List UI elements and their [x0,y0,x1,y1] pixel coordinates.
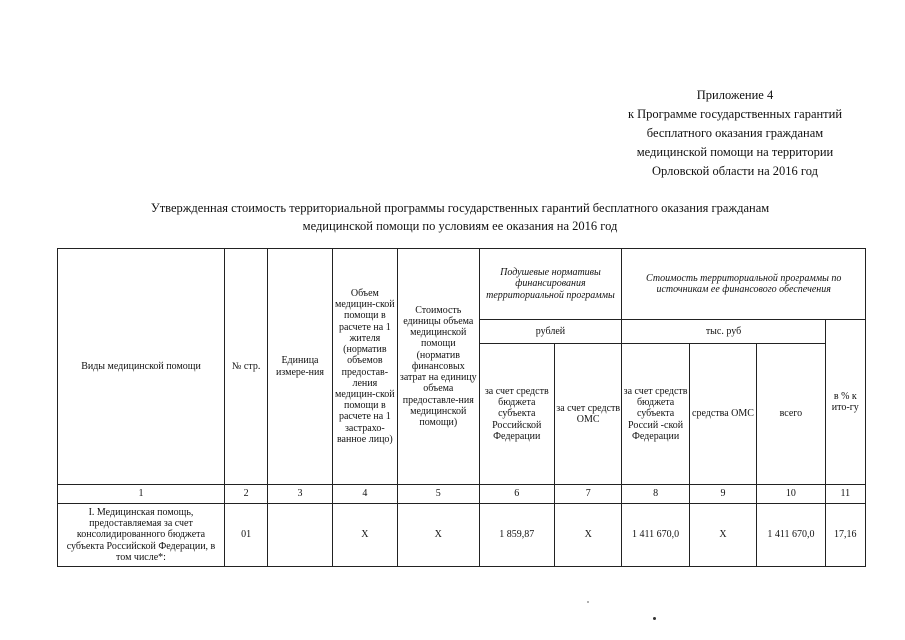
header-volume: Объем медицин-ской помощи в расчете на 1 жителя (норматив объемов предостав-ления медицин-ской помощи в расчете на 1 застрахо-ванное лицо) [332,249,397,485]
scan-speck [653,617,656,620]
header-budget-rub: за счет средств бюджета субъекта Российской Федерации [479,344,554,485]
header-program-cost: Стоимость территориальной программы по источникам ее финансового обеспечения [622,249,866,320]
appendix-line: к Программе государственных гарантий [627,107,843,121]
cost-table [57,248,866,567]
column-number: 11 [825,485,865,504]
row-unit-cost: Х [398,504,479,567]
header-rub: рублей [479,320,622,344]
title-line-1: Утвержденная стоимость территориальной программы государственных гарантий бесплатного оказания гражданам [150,201,770,215]
row-number: 01 [225,504,268,567]
title-line-2: медицинской помощи по условиям ее оказания на 2016 год [302,219,618,233]
appendix-line: бесплатного оказания гражданам [646,126,824,140]
column-number: 10 [757,485,825,504]
header-kind: Виды медицинской помощи [58,249,225,485]
header-oms-rub: за счет средств ОМС [554,344,621,485]
row-volume: Х [332,504,397,567]
header-budget-thousand: за счет средств бюджета субъекта Россий -ской Федерации [622,344,689,485]
header-unit-cost: Стоимость единицы объема медицинской помощи (норматив финансовых затрат на единицу объема предоставле-ния медицинской помощи) [398,249,479,485]
table-row [58,504,866,567]
header-per-capita: Подушевые нормативы финансирования территориальной программы [479,249,622,320]
header-unit: Единица измере-ния [268,249,332,485]
row-total: 1 411 670,0 [757,504,825,567]
header-row-no: № стр. [225,249,268,485]
column-number: 2 [225,485,268,504]
row-unit [268,504,332,567]
appendix-line: Приложение 4 [696,88,774,102]
column-number: 3 [268,485,332,504]
header-total: всего [757,344,825,485]
header-thousand-rub: тыс. руб [622,320,825,344]
appendix-line: медицинской помощи на территории [636,145,834,159]
appendix-block [600,86,870,181]
column-number: 6 [479,485,554,504]
document-title [90,199,830,235]
column-number: 5 [398,485,479,504]
column-number: 7 [554,485,621,504]
header-percent: в % к ито-гу [825,320,865,485]
header-oms-thousand: средства ОМС [689,344,756,485]
row-kind: I. Медицинская помощь, предоставляемая за счет консолидированного бюджета субъекта Российской Федерации, в том числе*: [58,504,225,567]
row-budget-thousand: 1 411 670,0 [622,504,689,567]
column-number: 9 [689,485,756,504]
row-percent: 17,16 [825,504,865,567]
column-number-row [58,485,866,504]
column-number: 8 [622,485,689,504]
appendix-line: Орловской области на 2016 год [652,164,818,178]
row-budget-rub: 1 859,87 [479,504,554,567]
row-oms-rub: Х [554,504,621,567]
scan-speck [587,601,589,603]
column-number: 1 [58,485,225,504]
row-oms-thousand: Х [689,504,756,567]
column-number: 4 [332,485,397,504]
